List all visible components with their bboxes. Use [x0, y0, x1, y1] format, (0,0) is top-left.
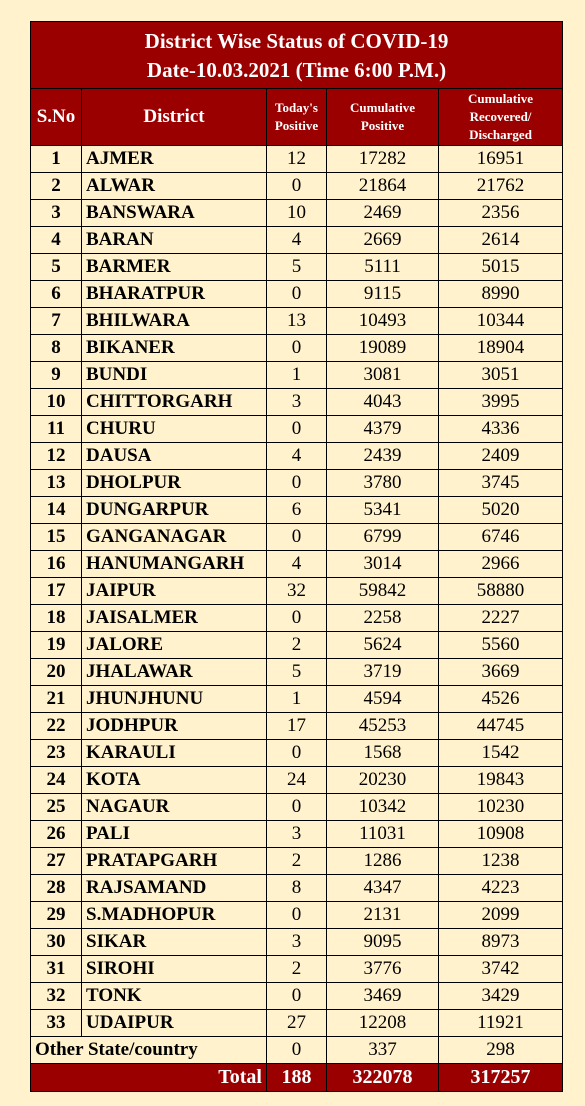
cell-today-positive: 1	[267, 686, 327, 713]
table-row	[31, 362, 563, 389]
table-row	[31, 956, 563, 983]
cell-sno: 32	[31, 983, 82, 1010]
cell-cumulative-recovered: 8973	[439, 929, 563, 956]
cell-cumulative-positive: 2258	[327, 605, 439, 632]
table-row	[31, 416, 563, 443]
cell-cumulative-positive: 3719	[327, 659, 439, 686]
cell-today-positive: 5	[267, 659, 327, 686]
cell-today-positive: 4	[267, 551, 327, 578]
table-row	[31, 794, 563, 821]
cell-sno: 7	[31, 308, 82, 335]
cell-today-positive: 0	[267, 335, 327, 362]
cell-cumulative-recovered: 2227	[439, 605, 563, 632]
cell-district: JODHPUR	[82, 713, 267, 740]
table-row	[31, 767, 563, 794]
other-state-label: Other State/country	[31, 1037, 267, 1064]
table-row	[31, 443, 563, 470]
cell-today-positive: 27	[267, 1010, 327, 1037]
cell-cumulative-positive: 19089	[327, 335, 439, 362]
cell-sno: 24	[31, 767, 82, 794]
cell-sno: 16	[31, 551, 82, 578]
cell-cumulative-recovered: 8990	[439, 281, 563, 308]
table-row	[31, 848, 563, 875]
cell-cumulative-positive: 4347	[327, 875, 439, 902]
cell-today-positive: 4	[267, 227, 327, 254]
cell-sno: 22	[31, 713, 82, 740]
cell-sno: 6	[31, 281, 82, 308]
cell-today-positive: 5	[267, 254, 327, 281]
table-row	[31, 632, 563, 659]
cell-today-positive: 17	[267, 713, 327, 740]
cell-cumulative-positive: 9095	[327, 929, 439, 956]
cell-sno: 3	[31, 200, 82, 227]
cell-cumulative-positive: 4594	[327, 686, 439, 713]
cell-sno: 18	[31, 605, 82, 632]
header-today-positive: Today's Positive	[267, 89, 327, 146]
cell-district: GANGANAGAR	[82, 524, 267, 551]
cell-sno: 2	[31, 173, 82, 200]
cell-district: JHALAWAR	[82, 659, 267, 686]
cell-sno: 30	[31, 929, 82, 956]
cell-today-positive: 3	[267, 929, 327, 956]
total-cumulative-recovered: 317257	[439, 1064, 563, 1092]
cell-cumulative-positive: 3014	[327, 551, 439, 578]
cell-cumulative-positive: 10493	[327, 308, 439, 335]
cell-cumulative-positive: 10342	[327, 794, 439, 821]
cell-cumulative-positive: 3776	[327, 956, 439, 983]
covid-status-sheet	[30, 21, 562, 1092]
table-row	[31, 497, 563, 524]
table-row	[31, 200, 563, 227]
cell-district: PALI	[82, 821, 267, 848]
cell-cumulative-recovered: 18904	[439, 335, 563, 362]
cell-cumulative-recovered: 298	[439, 1037, 563, 1064]
cell-today-positive: 3	[267, 821, 327, 848]
cell-cumulative-positive: 3081	[327, 362, 439, 389]
table-row	[31, 1010, 563, 1037]
cell-district: S.MADHOPUR	[82, 902, 267, 929]
cell-cumulative-positive: 2439	[327, 443, 439, 470]
table-row	[31, 335, 563, 362]
cell-cumulative-recovered: 3669	[439, 659, 563, 686]
table-row	[31, 659, 563, 686]
cell-cumulative-recovered: 4336	[439, 416, 563, 443]
table-row	[31, 173, 563, 200]
cell-sno: 33	[31, 1010, 82, 1037]
cell-cumulative-positive: 21864	[327, 173, 439, 200]
header-row	[31, 89, 563, 146]
cell-cumulative-recovered: 2356	[439, 200, 563, 227]
cell-cumulative-recovered: 11921	[439, 1010, 563, 1037]
total-today-positive: 188	[267, 1064, 327, 1092]
total-label: Total	[31, 1064, 267, 1092]
cell-district: CHURU	[82, 416, 267, 443]
cell-cumulative-recovered: 3742	[439, 956, 563, 983]
table-row	[31, 740, 563, 767]
cell-cumulative-positive: 20230	[327, 767, 439, 794]
cell-sno: 28	[31, 875, 82, 902]
cell-district: BANSWARA	[82, 200, 267, 227]
cell-district: CHITTORGARH	[82, 389, 267, 416]
cell-sno: 1	[31, 146, 82, 173]
cell-today-positive: 0	[267, 524, 327, 551]
cell-cumulative-recovered: 19843	[439, 767, 563, 794]
cell-district: BHARATPUR	[82, 281, 267, 308]
cell-cumulative-positive: 45253	[327, 713, 439, 740]
other-state-row	[31, 1037, 563, 1064]
cell-sno: 4	[31, 227, 82, 254]
table-row	[31, 227, 563, 254]
table-row	[31, 605, 563, 632]
cell-cumulative-recovered: 1542	[439, 740, 563, 767]
cell-sno: 31	[31, 956, 82, 983]
cell-district: JAIPUR	[82, 578, 267, 605]
cell-district: TONK	[82, 983, 267, 1010]
cell-sno: 13	[31, 470, 82, 497]
cell-sno: 21	[31, 686, 82, 713]
cell-cumulative-positive: 6799	[327, 524, 439, 551]
table-row	[31, 983, 563, 1010]
cell-sno: 11	[31, 416, 82, 443]
cell-cumulative-recovered: 10908	[439, 821, 563, 848]
cell-today-positive: 3	[267, 389, 327, 416]
cell-sno: 25	[31, 794, 82, 821]
cell-cumulative-positive: 2131	[327, 902, 439, 929]
cell-district: UDAIPUR	[82, 1010, 267, 1037]
cell-cumulative-recovered: 58880	[439, 578, 563, 605]
cell-cumulative-positive: 12208	[327, 1010, 439, 1037]
table-row	[31, 929, 563, 956]
cell-district: DHOLPUR	[82, 470, 267, 497]
table-row	[31, 524, 563, 551]
cell-today-positive: 2	[267, 956, 327, 983]
cell-sno: 23	[31, 740, 82, 767]
cell-district: BARMER	[82, 254, 267, 281]
cell-cumulative-recovered: 5560	[439, 632, 563, 659]
table-row	[31, 470, 563, 497]
cell-cumulative-positive: 9115	[327, 281, 439, 308]
cell-cumulative-positive: 1286	[327, 848, 439, 875]
cell-cumulative-recovered: 3429	[439, 983, 563, 1010]
table-row	[31, 875, 563, 902]
table-title	[31, 22, 563, 89]
header-district: District	[82, 89, 267, 146]
table-row	[31, 821, 563, 848]
cell-sno: 26	[31, 821, 82, 848]
table-row	[31, 308, 563, 335]
cell-district: JAISALMER	[82, 605, 267, 632]
cell-today-positive: 0	[267, 173, 327, 200]
cell-cumulative-positive: 3780	[327, 470, 439, 497]
cell-sno: 5	[31, 254, 82, 281]
cell-today-positive: 0	[267, 605, 327, 632]
cell-cumulative-recovered: 16951	[439, 146, 563, 173]
cell-today-positive: 8	[267, 875, 327, 902]
cell-cumulative-recovered: 4223	[439, 875, 563, 902]
title-row	[31, 22, 563, 89]
cell-today-positive: 2	[267, 632, 327, 659]
cell-today-positive: 0	[267, 1037, 327, 1064]
cell-sno: 12	[31, 443, 82, 470]
cell-today-positive: 32	[267, 578, 327, 605]
cell-today-positive: 10	[267, 200, 327, 227]
cell-district: SIROHI	[82, 956, 267, 983]
header-cumulative-recovered: Cumulative Recovered/ Discharged	[439, 89, 563, 146]
cell-cumulative-positive: 4043	[327, 389, 439, 416]
cell-district: NAGAUR	[82, 794, 267, 821]
cell-district: AJMER	[82, 146, 267, 173]
cell-today-positive: 2	[267, 848, 327, 875]
cell-today-positive: 24	[267, 767, 327, 794]
table-row	[31, 389, 563, 416]
cell-cumulative-recovered: 6746	[439, 524, 563, 551]
table-row	[31, 551, 563, 578]
cell-district: HANUMANGARH	[82, 551, 267, 578]
cell-today-positive: 1	[267, 362, 327, 389]
cell-today-positive: 13	[267, 308, 327, 335]
cell-cumulative-positive: 1568	[327, 740, 439, 767]
cell-sno: 20	[31, 659, 82, 686]
total-cumulative-positive: 322078	[327, 1064, 439, 1092]
cell-district: SIKAR	[82, 929, 267, 956]
cell-cumulative-recovered: 3051	[439, 362, 563, 389]
cell-sno: 10	[31, 389, 82, 416]
cell-district: BHILWARA	[82, 308, 267, 335]
cell-cumulative-positive: 5111	[327, 254, 439, 281]
cell-today-positive: 0	[267, 794, 327, 821]
table-row	[31, 281, 563, 308]
cell-sno: 27	[31, 848, 82, 875]
cell-today-positive: 4	[267, 443, 327, 470]
cell-sno: 9	[31, 362, 82, 389]
cell-cumulative-positive: 2469	[327, 200, 439, 227]
cell-cumulative-positive: 2669	[327, 227, 439, 254]
cell-cumulative-positive: 5624	[327, 632, 439, 659]
cell-sno: 8	[31, 335, 82, 362]
table-row	[31, 902, 563, 929]
cell-sno: 15	[31, 524, 82, 551]
cell-today-positive: 0	[267, 902, 327, 929]
cell-district: JHUNJHUNU	[82, 686, 267, 713]
table-row	[31, 146, 563, 173]
cell-cumulative-recovered: 5020	[439, 497, 563, 524]
cell-sno: 17	[31, 578, 82, 605]
cell-cumulative-recovered: 21762	[439, 173, 563, 200]
cell-district: BARAN	[82, 227, 267, 254]
cell-cumulative-positive: 4379	[327, 416, 439, 443]
cell-district: BIKANER	[82, 335, 267, 362]
header-sno: S.No	[31, 89, 82, 146]
cell-district: KARAULI	[82, 740, 267, 767]
cell-district: DUNGARPUR	[82, 497, 267, 524]
cell-today-positive: 0	[267, 983, 327, 1010]
cell-sno: 14	[31, 497, 82, 524]
cell-cumulative-positive: 59842	[327, 578, 439, 605]
cell-today-positive: 0	[267, 740, 327, 767]
cell-today-positive: 0	[267, 470, 327, 497]
table-row	[31, 254, 563, 281]
cell-cumulative-recovered: 10230	[439, 794, 563, 821]
cell-cumulative-recovered: 3995	[439, 389, 563, 416]
cell-cumulative-recovered: 3745	[439, 470, 563, 497]
cell-cumulative-positive: 5341	[327, 497, 439, 524]
cell-district: KOTA	[82, 767, 267, 794]
cell-district: ALWAR	[82, 173, 267, 200]
cell-cumulative-positive: 17282	[327, 146, 439, 173]
cell-sno: 19	[31, 632, 82, 659]
cell-cumulative-recovered: 4526	[439, 686, 563, 713]
cell-today-positive: 12	[267, 146, 327, 173]
cell-cumulative-recovered: 2966	[439, 551, 563, 578]
table-row	[31, 713, 563, 740]
cell-cumulative-recovered: 2614	[439, 227, 563, 254]
cell-cumulative-positive: 11031	[327, 821, 439, 848]
cell-cumulative-recovered: 10344	[439, 308, 563, 335]
table-row	[31, 686, 563, 713]
cell-district: DAUSA	[82, 443, 267, 470]
cell-district: PRATAPGARH	[82, 848, 267, 875]
district-status-table	[30, 21, 563, 1092]
title-line-2: Date-10.03.2021 (Time 6:00 P.M.)	[146, 58, 447, 82]
cell-cumulative-positive: 337	[327, 1037, 439, 1064]
cell-cumulative-recovered: 2409	[439, 443, 563, 470]
cell-sno: 29	[31, 902, 82, 929]
cell-today-positive: 6	[267, 497, 327, 524]
cell-cumulative-recovered: 1238	[439, 848, 563, 875]
cell-cumulative-recovered: 5015	[439, 254, 563, 281]
cell-today-positive: 0	[267, 281, 327, 308]
cell-district: RAJSAMAND	[82, 875, 267, 902]
cell-district: BUNDI	[82, 362, 267, 389]
cell-district: JALORE	[82, 632, 267, 659]
cell-cumulative-positive: 3469	[327, 983, 439, 1010]
title-line-1: District Wise Status of COVID-19	[144, 29, 449, 53]
header-cumulative-positive: Cumulative Positive	[327, 89, 439, 146]
total-row	[31, 1064, 563, 1092]
table-row	[31, 578, 563, 605]
cell-cumulative-recovered: 2099	[439, 902, 563, 929]
cell-cumulative-recovered: 44745	[439, 713, 563, 740]
cell-today-positive: 0	[267, 416, 327, 443]
